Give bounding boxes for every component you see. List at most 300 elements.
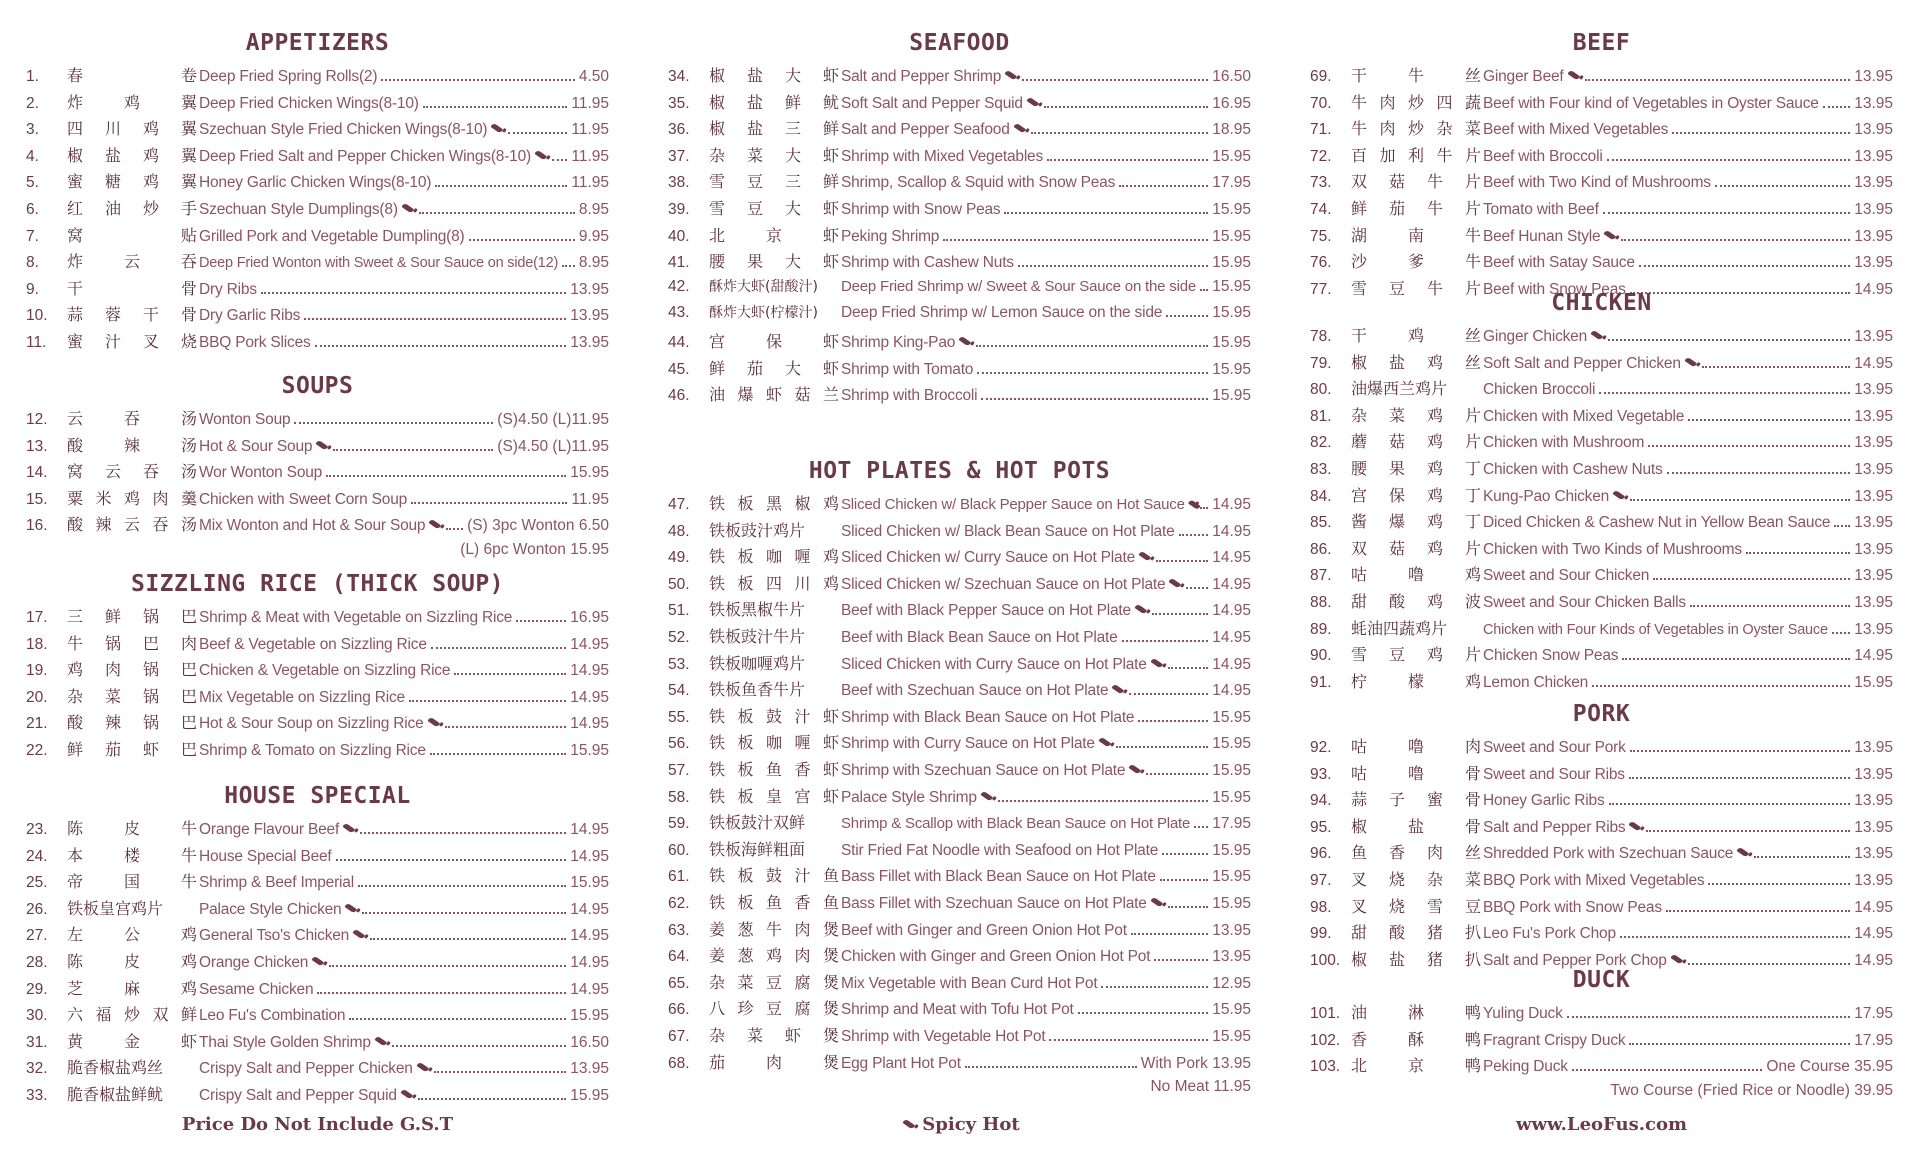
item-chinese-name [709,837,841,860]
item-chinese-name [709,63,841,86]
chinese-char: 川 [104,119,121,139]
item-number: 26. [26,900,48,918]
item-number: 19. [26,662,48,680]
item-chinese-name [709,757,841,780]
menu-item [1310,116,1893,142]
item-number: 22. [26,742,48,759]
chinese-char: 利 [1407,145,1424,165]
chinese-char: 板 [737,547,754,567]
item-number: 89. [1310,620,1332,638]
chinese-char: 铁板黑椒牛片 [709,600,806,620]
item-price: (S)4.50 (L)11.95 [497,437,609,455]
dot-leader [1592,685,1850,687]
chinese-char: 骨 [1464,763,1481,783]
chili-icon [400,1087,415,1101]
dot-leader [1022,79,1208,81]
item-chinese-name [1351,814,1483,837]
dot-leader [1622,658,1850,660]
item-price: 14.95 [1212,522,1251,540]
item-number: 75. [1310,227,1332,245]
dot-leader [1688,963,1851,965]
item-price: 13.95 [1854,872,1893,889]
item-english-name: Shrimp with Cashew Nuts [841,254,1014,272]
menu-item [1310,536,1893,562]
menu-item [1310,589,1893,615]
item-price: 15.95 [1212,1028,1251,1045]
chili-icon [1013,121,1028,135]
chinese-char: 椒 [709,119,726,139]
dot-leader [419,212,575,214]
chili-icon [1134,602,1149,616]
item-chinese-name [67,843,199,866]
dot-leader [1119,185,1208,187]
chinese-char: 雪 [709,199,726,218]
item-price: 13.95 [1854,121,1893,139]
chili-icon [1111,682,1126,696]
dot-leader [445,726,567,728]
item-english-name: Beef with Black Bean Sauce on Hot Plate [841,629,1118,646]
chinese-char: 汤 [180,409,197,428]
chili-icon [342,821,357,835]
chinese-char: 云 [123,252,140,272]
chinese-char: 牛 [180,845,197,865]
chinese-char: 大 [784,358,801,378]
chinese-char: 盐 [746,92,763,112]
chinese-char: 炸 [67,92,84,112]
section-title-beef: BEEF [1572,30,1631,56]
section-title-appetizers: APPETIZERS [245,30,390,56]
item-chinese-name [67,406,199,429]
item-chinese-name [67,710,199,733]
item-price: 15.95 [1212,334,1251,351]
chinese-char: 锅 [142,607,159,626]
item-english-name: Peking Duck [1483,1058,1568,1076]
item-price: 16.50 [570,1033,609,1051]
item-english-name: Beef with Snow Peas [1483,280,1626,298]
chinese-char: 菜 [104,686,121,706]
chinese-char: 鸡 [123,488,140,508]
menu-item [26,657,609,683]
chinese-char: 葱 [737,946,754,966]
item-price: 13.95 [1854,792,1893,810]
item-english-name: Sweet and Sour Chicken [1483,567,1650,585]
chili-icon [1168,576,1183,590]
item-number: 18. [26,635,48,653]
item-number: 13. [26,437,48,455]
item-chinese-name [709,943,841,966]
item-english-name: Sweet and Sour Pork [1483,739,1626,756]
chinese-char: 虾 [765,385,782,405]
menu-item [1310,429,1893,455]
item-number: 40. [668,227,690,245]
item-chinese-name [67,922,199,945]
item-price: 16.95 [1212,94,1251,112]
chinese-char: 大 [784,199,801,218]
item-english-name: Shrimp & Scallop with Black Bean Sauce on Hot Plate [841,815,1191,833]
item-chinese-name [67,896,199,919]
item-chinese-name [67,276,199,299]
chinese-char: 皇 [765,786,782,806]
chinese-char: 雪 [1351,645,1368,665]
item-english-name: General Tso's Chicken [199,927,350,945]
menu-item [26,922,609,948]
item-price: 12.95 [1212,974,1251,992]
item-number: 3. [26,121,39,139]
chinese-char: 云 [67,409,84,428]
item-chinese-name [67,869,199,892]
chinese-char: 双 [1351,538,1368,558]
dot-leader [431,647,566,649]
item-chinese-name [67,433,199,456]
chinese-char: 椒 [1351,949,1368,969]
item-english-name: Szechuan Style Dumplings(8) [199,201,398,218]
chinese-char: 大 [784,66,801,85]
dot-leader [1603,212,1851,214]
chinese-char: 铁 [709,786,726,806]
dot-leader [315,345,567,347]
dot-leader [1620,936,1850,938]
chinese-char: 豆 [765,972,782,992]
chinese-char: 干 [1351,66,1368,85]
chinese-char: 丁 [1464,459,1481,478]
menu-item [26,406,609,432]
menu-item [26,631,609,657]
chinese-char: 鲜 [822,119,839,139]
dot-leader [1200,507,1208,509]
chinese-char: 片 [1464,278,1481,298]
item-price: 15.95 [570,464,609,482]
chinese-char: 三 [784,119,801,139]
item-chinese-name [709,518,841,541]
item-price: 14.95 [570,980,609,998]
chinese-char: 北 [1351,1056,1368,1076]
item-english-name: Chicken & Vegetable on Sizzling Rice [199,662,451,680]
chinese-char: 辣 [123,435,140,455]
item-price: 15.95 [1212,868,1251,886]
item-number: 14. [26,464,48,482]
item-chinese-name [67,1055,199,1078]
item-price: 14.95 [1854,280,1893,298]
dot-leader [1186,587,1208,589]
dot-leader [469,239,575,241]
chinese-char: 手 [180,199,197,218]
dot-leader [1572,1069,1763,1071]
menu-item [668,917,1251,943]
chili-icon [1670,952,1685,966]
chinese-char: 酸 [67,515,84,535]
menu-item [668,223,1251,249]
item-price: 14.95 [570,715,609,733]
menu-item [1310,920,1893,946]
chinese-char: 翼 [180,92,197,112]
chinese-char: 鸡 [1426,432,1443,452]
item-english-name: Sliced Chicken w/ Curry Sauce on Hot Plate [841,549,1135,567]
chinese-char: 腰 [1351,459,1368,478]
item-number: 31. [26,1033,48,1051]
item-price: With Pork 13.95 [1140,1054,1251,1072]
menu-item [668,571,1251,597]
menu-item [1310,734,1893,760]
item-number: 36. [668,121,690,139]
chinese-char: 盐 [104,145,121,165]
item-number: 8. [26,254,39,272]
chinese-char: 鱿 [822,92,839,112]
item-english-name: Shrimp with Mixed Vegetables [841,147,1044,165]
item-number: 37. [668,147,690,165]
menu-item [668,970,1251,996]
item-chinese-name [1351,1053,1483,1076]
item-english-name: Sliced Chicken w/ Black Pepper Sauce on Hot Sauce [841,496,1185,513]
chinese-char: 雪 [1426,896,1443,916]
item-english-name: Salt and Pepper Ribs [1483,818,1626,836]
item-price: 13.95 [1854,147,1893,165]
chinese-char: 豆 [746,172,763,192]
chinese-char: 大 [784,252,801,272]
item-price: 14.95 [1212,549,1251,567]
chinese-char: 鸡 [1407,326,1424,345]
chinese-char: 宫 [1351,485,1368,505]
item-price: 17.95 [1212,815,1251,833]
item-chinese-name [709,143,841,166]
chinese-char: 汁 [794,866,811,886]
chinese-char: 果 [1388,459,1405,478]
item-price: 17.95 [1854,1005,1893,1022]
chinese-char: 鲜 [1351,199,1368,218]
dot-leader [1179,534,1209,536]
item-price: 15.95 [1212,762,1251,779]
item-chinese-name [709,116,841,139]
item-chinese-name [1351,1000,1483,1023]
section-title-hot-plates-hot-pots: HOT PLATES & HOT POTS [808,458,1111,484]
chinese-char: 虾 [822,786,839,806]
chinese-char: 鲜 [709,358,726,378]
chinese-char: 双 [1351,172,1368,192]
dot-leader [1666,910,1850,912]
chinese-char: 米 [95,488,112,508]
item-english-name: Leo Fu's Pork Chop [1483,925,1616,943]
item-number: 38. [668,174,690,192]
dot-leader [446,528,463,530]
item-price: 11.95 [571,174,609,192]
chinese-char: 鸡 [1426,352,1443,372]
item-number: 68. [668,1054,690,1072]
item-english-name: Sliced Chicken w/ Szechuan Sauce on Hot Plate [841,575,1166,593]
chinese-char: 酥炸大虾(甜酸汁) [709,278,818,295]
item-price: 13.95 [1854,174,1893,192]
item-chinese-name [709,571,841,594]
item-english-name: Shrimp with Snow Peas [841,201,1001,218]
chinese-char: 炒 [1407,119,1424,139]
item-number: 62. [668,895,690,912]
item-price: 13.95 [1212,921,1251,939]
item-english-name: Beef with Satay Sauce [1483,254,1635,272]
item-english-name: House Special Beef [199,847,332,865]
menu-item [668,518,1251,544]
item-chinese-name [709,169,841,192]
chinese-char: 锅 [142,686,159,706]
menu-item [26,976,609,1002]
chinese-char: 铁板咖喱鸡片 [709,653,806,673]
chinese-char: 贴 [180,225,197,245]
dot-leader [1630,499,1850,501]
chili-icon [1612,488,1627,502]
chinese-char: 板 [737,786,754,806]
item-price: 15.95 [1212,708,1251,726]
item-english-name: Egg Plant Hot Pot [841,1054,961,1072]
item-chinese-name [709,970,841,993]
chinese-char: 鸡 [1426,592,1443,611]
menu-item [1310,616,1893,642]
chinese-char: 鸡 [180,978,197,998]
menu-item [668,63,1251,89]
chinese-char: 片 [1464,538,1481,558]
item-chinese-name [67,196,199,219]
item-price: 14.95 [570,688,609,706]
menu-item [1310,1027,1893,1053]
item-price: 13.95 [1854,254,1893,272]
item-chinese-name [1351,323,1483,346]
item-english-name: Deep Fried Salt and Pepper Chicken Wings(8-10) [199,147,531,165]
item-price: 15.95 [1212,254,1251,272]
chinese-char: 脆香椒盐鸡丝 [67,1058,164,1078]
dot-leader [1715,185,1850,187]
dot-leader [1194,826,1208,828]
item-chinese-name [1351,350,1483,373]
item-number: 50. [668,575,690,593]
chinese-char: 扒 [1464,949,1481,969]
website-link[interactable]: www.LeoFus.com [1515,1114,1688,1135]
dot-leader [326,475,566,477]
chinese-char: 杂 [1436,119,1453,139]
item-chinese-name [1351,562,1483,585]
item-chinese-name [67,169,199,192]
menu-item [1310,1053,1893,1079]
menu-item [26,737,609,763]
item-chinese-name [1351,429,1483,452]
chinese-char: 吞 [123,409,140,428]
menu-item [26,1082,609,1108]
chinese-char: 帝 [67,872,84,892]
chinese-char: 牛 [67,633,84,653]
item-chinese-name [67,657,199,680]
menu-item [26,249,609,275]
section-title-duck: DUCK [1572,967,1631,993]
chili-icon [1603,228,1618,242]
item-chinese-name [1351,196,1483,219]
item-english-name: Beef with Ginger and Green Onion Hot Pot [841,921,1127,939]
item-price: 13.95 [1854,845,1893,863]
chinese-char: 湖 [1351,225,1368,245]
chinese-char: 虾 [822,332,839,351]
item-english-name: Sweet and Sour Ribs [1483,765,1625,783]
item-chinese-name [709,1050,841,1073]
chinese-char: 牛 [1426,199,1443,218]
item-number: 96. [1310,845,1332,863]
item-chinese-name [67,116,199,139]
chinese-char: 豆 [746,199,763,218]
chinese-char: 杂 [67,686,84,706]
item-number: 88. [1310,594,1332,611]
chinese-char: 咕 [1351,565,1368,585]
chinese-char: 虾 [822,145,839,165]
dot-leader [1047,159,1208,161]
item-chinese-name [67,63,199,86]
item-english-name: Honey Garlic Ribs [1483,792,1605,810]
item-english-name: BBQ Pork with Mixed Vegetables [1483,872,1705,889]
chili-icon [1150,656,1165,670]
item-number: 32. [26,1060,48,1078]
chinese-char: 云 [104,462,121,482]
dot-leader [358,885,566,887]
menu-item [1310,143,1893,169]
menu-item [668,597,1251,623]
item-english-name: Bass Fillet with Szechuan Sauce on Hot Plate [841,895,1147,912]
item-chinese-name [1351,143,1483,166]
item-price: 14.95 [1212,629,1251,646]
item-english-name: Sweet and Sour Chicken Balls [1483,594,1686,611]
item-chinese-name [67,684,199,707]
dot-leader [965,1066,1137,1068]
item-price: 18.95 [1212,121,1251,139]
chinese-char: 茄 [709,1052,726,1072]
chinese-char: 鲜 [180,1005,197,1025]
item-number: 34. [668,68,690,85]
chinese-char: 翼 [180,145,197,165]
menu-item [26,816,609,842]
menu-item [1310,323,1893,349]
chinese-char: 干 [142,305,159,325]
chinese-char: 吞 [142,462,159,482]
item-chinese-name [67,631,199,654]
item-price: 15.95 [1212,735,1251,753]
item-price: 15.95 [1212,227,1251,245]
item-price: 13.95 [1854,567,1893,585]
item-number: 21. [26,715,48,733]
chinese-char: 鸡 [180,952,197,971]
item-price: (S) 3pc Wonton 6.50 [467,517,609,535]
section-title-pork: PORK [1572,701,1631,727]
chinese-char: 香 [794,760,811,779]
chinese-char: 沙 [1351,252,1368,272]
menu-item [668,196,1251,222]
chinese-char: 煲 [822,1026,839,1045]
chinese-char: 鸡 [1426,485,1443,505]
item-number: 97. [1310,872,1332,889]
chinese-char: 丝 [1464,66,1481,85]
menu-item [668,810,1251,836]
item-chinese-name [1351,616,1483,639]
chinese-char: 鸭 [1464,1056,1481,1076]
chinese-char: 云 [123,515,140,535]
item-price: 14.95 [570,635,609,653]
chinese-char: 姜 [709,919,726,939]
chinese-char: 锅 [142,713,159,733]
item-number: 48. [668,522,690,540]
item-number: 47. [668,496,690,513]
chinese-char: 黑 [765,494,782,513]
item-price: 13.95 [1854,620,1893,638]
chili-icon [374,1034,389,1048]
chinese-char: 铁 [709,760,726,779]
chinese-char: 铁 [709,547,726,567]
item-chinese-name [1351,894,1483,917]
chinese-char: 鸭 [1464,1003,1481,1022]
item-chinese-name [1351,223,1483,246]
item-number: 84. [1310,487,1332,505]
chinese-char: 蒜 [67,305,84,325]
chinese-char: 丝 [1464,326,1481,345]
chinese-char: 巴 [180,660,197,680]
